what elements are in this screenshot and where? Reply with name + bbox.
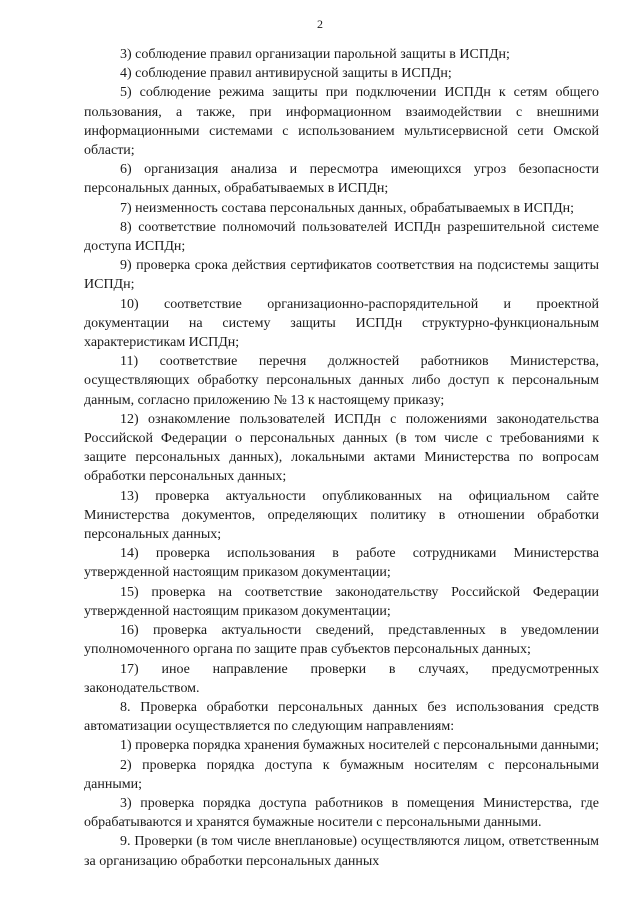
list-item-4: 4) соблюдение правил антивирусной защиты в ИСПДн; <box>120 66 452 82</box>
list-item-14: 14) проверка использования в работе сотрудниками Министерства утвержденной настоящим приказом документации; <box>84 546 599 581</box>
document-body <box>84 45 599 871</box>
list-item-12: 12) ознакомление пользователей ИСПДн с положениями законодательства Российской Федерации о персональных данных (в том числе с требованиями к защите персональных данных), локальными актами Министерства по вопросам обработки персональных данных; <box>84 411 599 485</box>
list-item-11: 11) соответствие перечня должностей работников Министерства, осуществляющих обработку персональных данных либо доступ к персональным данным, согласно приложению № 13 к настоящему приказу; <box>84 354 599 408</box>
list-item-6: 6) организация анализа и пересмотра имеющихся угроз безопасности персональных данных, обрабатываемых в ИСПДн; <box>84 162 599 197</box>
list-item-3: 3) соблюдение правил организации парольной защиты в ИСПДн; <box>120 47 510 62</box>
list-item-16: 16) проверка актуальности сведений, представленных в уведомлении уполномоченного органа по защите прав субъектов персональных данных; <box>84 623 599 658</box>
section-8-item-3: 3) проверка порядка доступа работников в помещения Министерства, где обрабатываются и хранятся бумажные носители с персональными данными. <box>84 795 599 831</box>
list-item-13: 13) проверка актуальности опубликованных на официальном сайте Министерства документов, определяющих политику в отношении обработки персональных данных; <box>84 488 599 543</box>
list-item-15: 15) проверка на соответствие законодательству Российской Федерации утвержденной настоящим приказом документации; <box>84 584 599 619</box>
section-8-item-1: 1) проверка порядка хранения бумажных носителей с персональными данными; <box>120 738 599 754</box>
page-number: 2 <box>317 17 323 31</box>
list-item-5: 5) соблюдение режима защиты при подключении ИСПДн к сетям общего пользования, а также, при информационном взаимодействии с внешними информационными системами с использованием мультисервисной сети Омской области; <box>84 85 599 159</box>
section-8-paragraph: 8. Проверка обработки персональных данных без использования средств автоматизации осуществляется по следующим направлениям: <box>84 699 599 735</box>
section-9-paragraph: 9. Проверки (в том числе внеплановые) осуществляются лицом, ответственным за организацию обработки персональных данных <box>84 834 599 869</box>
list-item-10: 10) соответствие организационно-распорядительной и проектной документации на систему защиты ИСПДн структурно-функциональным характеристикам ИСПДн; <box>84 296 599 351</box>
list-item-9: 9) проверка срока действия сертификатов соответствия на подсистемы защиты ИСПДн; <box>84 258 599 293</box>
list-item-17: 17) иное направление проверки в случаях, предусмотренных законодательством. <box>84 661 599 696</box>
list-item-8: 8) соответствие полномочий пользователей ИСПДн разрешительной системе доступа ИСПДн; <box>84 219 599 255</box>
list-item-7: 7) неизменность состава персональных данных, обрабатываемых в ИСПДн; <box>120 200 575 216</box>
section-8-item-2: 2) проверка порядка доступа к бумажным носителям с персональными данными; <box>84 757 599 792</box>
